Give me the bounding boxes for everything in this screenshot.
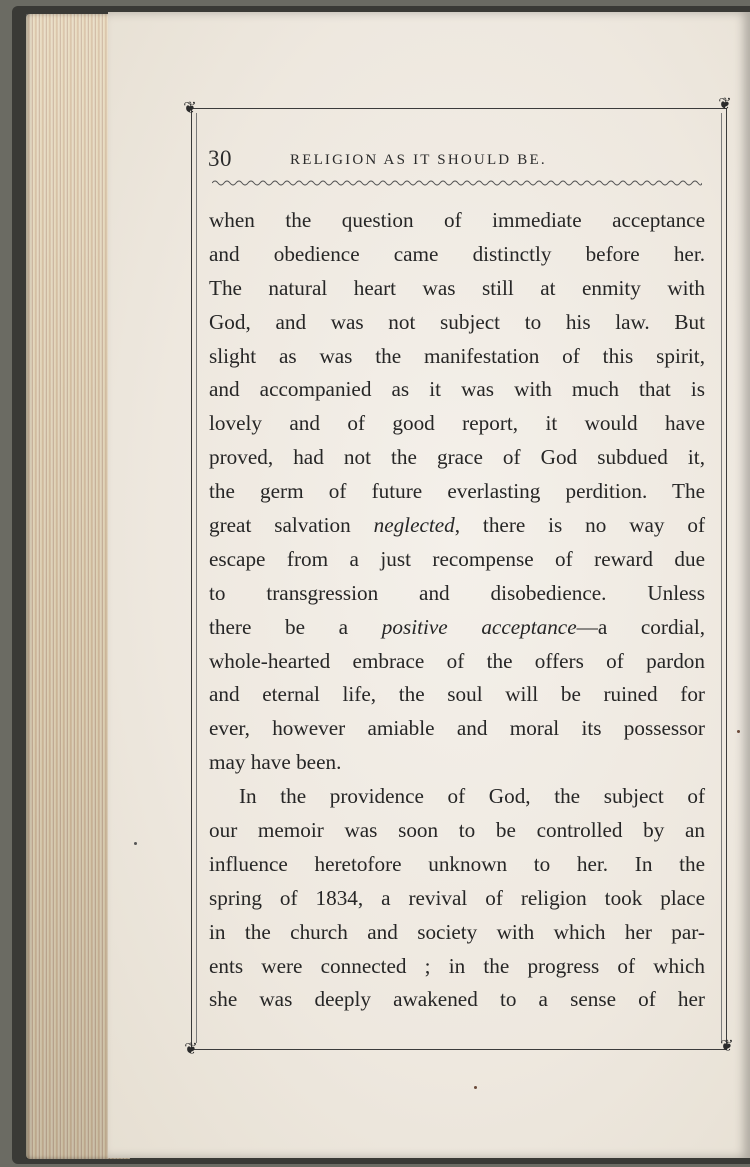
text-fragment: there be a xyxy=(209,614,349,639)
text-line: may have been. xyxy=(209,750,342,775)
page-header xyxy=(208,146,708,180)
text-fragment: great salvation xyxy=(209,513,351,538)
corner-ornament-icon: ❦ xyxy=(184,1039,198,1058)
text-line: slight as was the manifestation of this spirit, xyxy=(209,343,705,368)
text-line: proved, had not the grace of God subdued it, xyxy=(209,445,705,470)
text-line: In the providence of God, the subject of xyxy=(239,784,705,809)
text-line: ents were connected ; in the progress of which xyxy=(209,953,705,978)
text-fragment: , there is no way of xyxy=(454,513,706,538)
text-line: to transgression and disobedience. Unless xyxy=(209,580,705,605)
text-fragment: —a cordial, xyxy=(576,614,706,639)
text-line: influence heretofore unknown to her. In the xyxy=(209,851,705,876)
text-line: in the church and society with which her par- xyxy=(209,919,705,944)
text-line: escape from a just recompense of reward due xyxy=(209,546,705,571)
text-line: whole-hearted embrace of the offers of pardon xyxy=(209,648,705,673)
text-line: The natural heart was still at enmity with xyxy=(209,275,705,300)
corner-ornament-icon: ❦ xyxy=(720,1036,734,1055)
wavy-rule xyxy=(212,178,702,188)
corner-ornament-icon: ❦ xyxy=(183,98,197,117)
text-line: and eternal life, the soul will be ruined for xyxy=(209,682,705,707)
text-line: and accompanied as it was with much that is xyxy=(209,377,705,402)
text-line xyxy=(209,611,705,645)
text-line: the germ of future everlasting perdition. The xyxy=(209,479,705,504)
paper-speck xyxy=(474,1086,477,1089)
text-line: spring of 1834, a revival of religion took place xyxy=(209,885,705,910)
body-text xyxy=(209,204,705,1017)
italic-emphasis: positive acceptance xyxy=(381,614,577,639)
paper-speck xyxy=(737,730,740,733)
corner-ornament-icon: ❦ xyxy=(718,94,732,113)
paper-speck xyxy=(134,842,137,845)
page-number: 30 xyxy=(208,146,232,171)
text-line: ever, however amiable and moral its possessor xyxy=(209,716,705,741)
text-line: when the question of immediate acceptance xyxy=(209,208,705,232)
text-line: lovely and of good report, it would have xyxy=(209,411,705,436)
running-head: RELIGION AS IT SHOULD BE. xyxy=(290,152,547,168)
text-line: she was deeply awakened to a sense of her xyxy=(209,987,705,1012)
italic-emphasis: neglected xyxy=(373,513,455,538)
text-line: God, and was not subject to his law. But xyxy=(209,309,705,334)
text-line: and obedience came distinctly before her. xyxy=(209,241,705,266)
text-line: our memoir was soon to be controlled by an xyxy=(209,818,705,843)
text-line xyxy=(209,509,705,543)
